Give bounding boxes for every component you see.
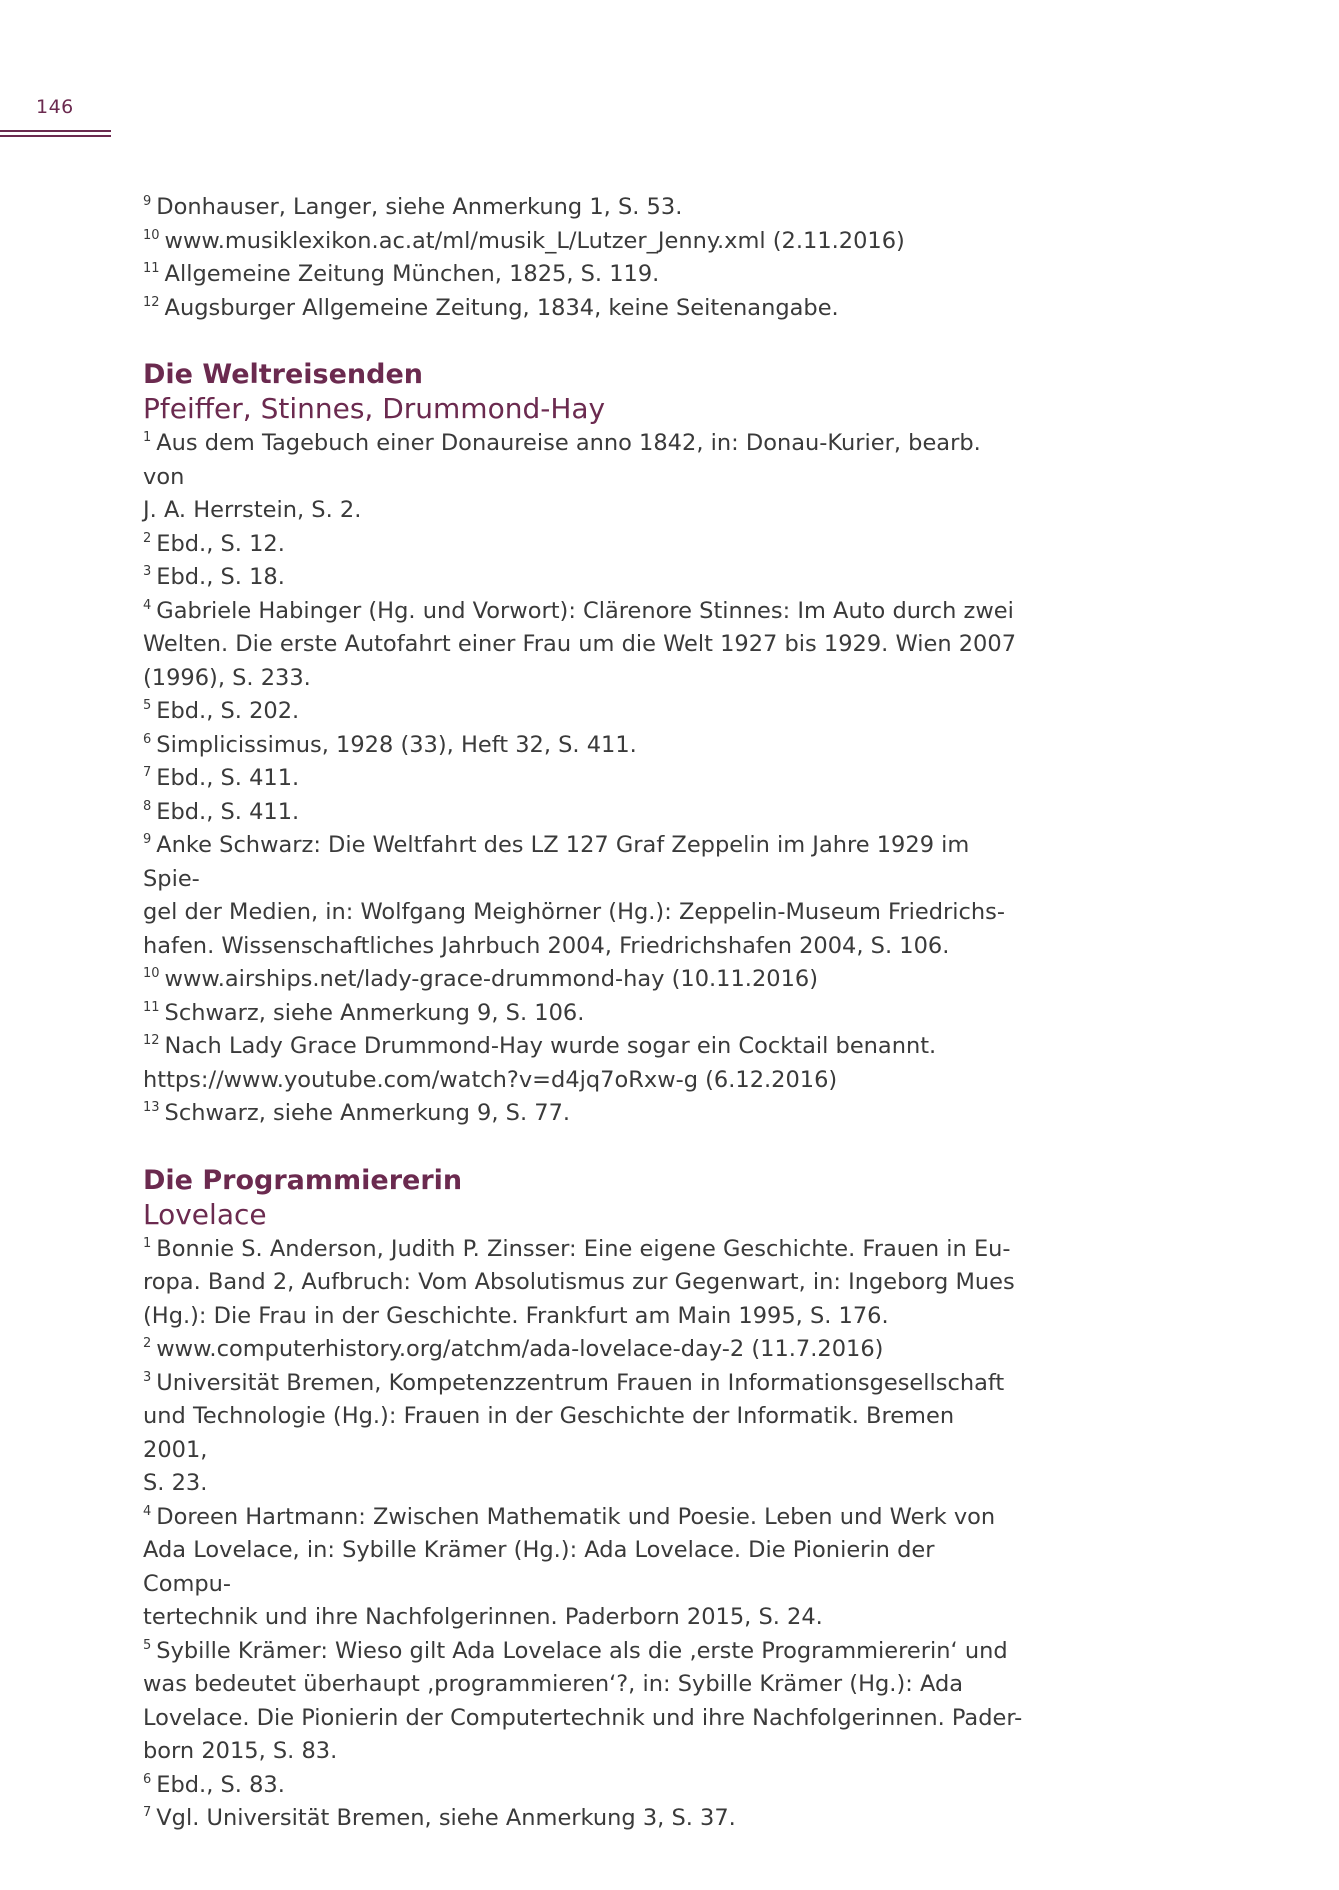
- footnote-number: 12: [143, 1033, 160, 1048]
- footnote-text-line: Universität Bremen, Kompetenzzentrum Frauen in Informationsgesellschaft: [156, 1369, 1005, 1396]
- footnote-number: 3: [143, 564, 152, 579]
- footnote-number: 6: [143, 731, 152, 747]
- footnote-text-line: Bonnie S. Anderson, Judith P. Zinsser: Eine eigene Geschichte. Frauen in Eu-: [156, 1235, 1011, 1262]
- footnote-text-line: tertechnik und ihre Nachfolgerinnen. Paderborn 2015, S. 24.: [143, 1604, 823, 1630]
- footnote-text-line: Ada Lovelace, in: Sybille Krämer (Hg.): Ada Lovelace. Die Pionierin der Compu-: [143, 1537, 935, 1597]
- footnote: [143, 963, 1025, 997]
- footnote-text-line: Vgl. Universität Bremen, siehe Anmerkung 3, S. 37.: [156, 1805, 736, 1831]
- footnote-text-line: born 2015, S. 83.: [143, 1738, 338, 1764]
- footnote-text-line: Ebd., S. 83.: [156, 1771, 285, 1798]
- footnote-text-line: S. 23.: [143, 1470, 208, 1496]
- footnote-text-line: ropa. Band 2, Aufbruch: Vom Absolutismus zur Gegenwart, in: Ingeborg Mues: [143, 1269, 1015, 1295]
- footnote-number: 5: [143, 698, 152, 713]
- footnote: [143, 1769, 1025, 1803]
- footnote: [143, 191, 1025, 225]
- footnote-number: 1: [143, 430, 152, 445]
- footnote: [143, 1097, 1025, 1131]
- footnote: [143, 292, 1025, 326]
- footnote-text-line: Gabriele Habinger (Hg. und Vorwort): Clärenore Stinnes: Im Auto durch zwei: [156, 597, 1014, 624]
- footnote-number: 3: [143, 1369, 152, 1385]
- footnote-number: 11: [143, 999, 160, 1015]
- footnote-text-line: gel der Medien, in: Wolfgang Meighörner (Hg.): Zeppelin-Museum Friedrichs-: [143, 899, 1005, 925]
- section-subtitle: Pfeiffer, Stinnes, Drummond-Hay: [143, 392, 606, 425]
- section-subtitle: Lovelace: [143, 1197, 267, 1231]
- footnote-text-line: Sybille Krämer: Wieso gilt Ada Lovelace als die ‚erste Programmiererin‘ und: [156, 1637, 1008, 1664]
- footnote: [143, 561, 1025, 595]
- footnote-text: Allgemeine Zeitung München, 1825, S. 119.: [164, 261, 660, 287]
- footnote-text-line: Schwarz, siehe Anmerkung 9, S. 77.: [164, 1100, 571, 1126]
- footnote-text-line: Simplicissimus, 1928 (33), Heft 32, S. 411.: [156, 731, 637, 758]
- footnote-text-line: J. A. Herrstein, S. 2.: [143, 497, 362, 523]
- footnote-number: 7: [143, 1805, 152, 1820]
- footnote-text-line: (Hg.): Die Frau in der Geschichte. Frankfurt am Main 1995, S. 176.: [143, 1302, 889, 1329]
- page-number: 146: [36, 96, 74, 118]
- footnote-text-line: Schwarz, siehe Anmerkung 9, S. 106.: [164, 999, 585, 1026]
- footnote-number: 9: [143, 194, 152, 209]
- footnote: [143, 1635, 1025, 1769]
- footnote-text-line: Aus dem Tagebuch einer Donaureise anno 1842, in: Donau-Kurier, bearb. von: [143, 430, 981, 490]
- footnote-text-line: Lovelace. Die Pionierin der Computertechnik und ihre Nachfolgerinnen. Pader-: [143, 1704, 1023, 1731]
- footnote-text-line: Welten. Die erste Autofahrt einer Frau um die Welt 1927 bis 1929. Wien 2007: [143, 631, 1017, 657]
- footnote-number: 8: [143, 798, 152, 814]
- section-title: Die Weltreisenden: [143, 359, 424, 390]
- footnote: [143, 1802, 1025, 1836]
- footnote-number: 6: [143, 1771, 152, 1787]
- footnote-text-line: was bedeutet überhaupt ‚programmieren‘?, in: Sybille Krämer (Hg.): Ada: [143, 1671, 964, 1697]
- footnote: [143, 1333, 1025, 1367]
- footnote-number: 2: [143, 530, 152, 546]
- header-rule-top: [0, 130, 111, 132]
- footnote: [143, 829, 1025, 963]
- footnote: [143, 762, 1025, 796]
- footnote-number: 5: [143, 1637, 152, 1653]
- footnote-number: 7: [143, 765, 152, 780]
- footnote-text-line: Ebd., S. 202.: [156, 698, 300, 724]
- footnote-number: 4: [143, 597, 152, 613]
- footnote: [143, 695, 1025, 729]
- footnote-number: 9: [143, 832, 152, 847]
- footnote: [143, 997, 1025, 1031]
- section-programmiererin: [143, 1165, 1025, 1836]
- footnote: [143, 1367, 1025, 1501]
- footnote-number: 10: [143, 227, 160, 243]
- footnote: [143, 258, 1025, 292]
- footnote-text-line: https://www.youtube.com/watch?v=d4jq7oRxw-g (6.12.2016): [143, 1066, 838, 1093]
- footnote: [143, 427, 1025, 528]
- footnote-text-line: Ebd., S. 12.: [156, 530, 285, 557]
- footnote: [143, 1030, 1025, 1097]
- footnote-text-line: (1996), S. 233.: [143, 664, 311, 691]
- footnote-number: 10: [143, 966, 160, 981]
- footnote-text-line: Ebd., S. 411.: [156, 765, 300, 791]
- footnote-text-line: www.airships.net/lady-grace-drummond-hay (10.11.2016): [164, 966, 818, 992]
- footnote-number: 13: [143, 1100, 160, 1115]
- footnote: [143, 528, 1025, 562]
- footnote: [143, 1233, 1025, 1334]
- footnote-number: 11: [143, 261, 160, 276]
- notes-top: [143, 191, 1025, 325]
- section-title: Die Programmiererin: [143, 1164, 463, 1196]
- footnote-text-line: www.computerhistory.org/atchm/ada-lovelace-day-2 (11.7.2016): [156, 1336, 884, 1362]
- footnote: [143, 225, 1025, 259]
- footnote: [143, 595, 1025, 696]
- footnote-text-line: Doreen Hartmann: Zwischen Mathematik und Poesie. Leben und Werk von: [156, 1503, 996, 1530]
- section-weltreisenden: [143, 359, 1025, 1131]
- endnotes-content: [143, 191, 1025, 1836]
- footnote: [143, 796, 1025, 830]
- footnote-text: Augsburger Allgemeine Zeitung, 1834, keine Seitenangabe.: [164, 294, 839, 321]
- footnote-text-line: Ebd., S. 18.: [156, 564, 285, 590]
- footnote-number: 12: [143, 294, 160, 310]
- footnote-number: 2: [143, 1336, 152, 1351]
- footnote-text: Donhauser, Langer, siehe Anmerkung 1, S. 53.: [156, 194, 683, 220]
- footnote-text-line: und Technologie (Hg.): Frauen in der Geschichte der Informatik. Bremen 2001,: [143, 1403, 955, 1463]
- footnote-text-line: Nach Lady Grace Drummond-Hay wurde sogar ein Cocktail benannt.: [164, 1033, 937, 1059]
- footnote: [143, 1501, 1025, 1635]
- footnote-number: 4: [143, 1503, 152, 1519]
- footnote-text-line: hafen. Wissenschaftliches Jahrbuch 2004, Friedrichshafen 2004, S. 106.: [143, 932, 950, 959]
- header-rule-bottom: [0, 135, 111, 137]
- footnote-number: 1: [143, 1235, 152, 1251]
- footnote-text: www.musiklexikon.ac.at/ml/musik_L/Lutzer_Jenny.xml (2.11.2016): [164, 227, 905, 254]
- footnote: [143, 729, 1025, 763]
- footnote-text-line: Anke Schwarz: Die Weltfahrt des LZ 127 Graf Zeppelin im Jahre 1929 im Spie-: [143, 832, 970, 892]
- footnote-text-line: Ebd., S. 411.: [156, 798, 300, 825]
